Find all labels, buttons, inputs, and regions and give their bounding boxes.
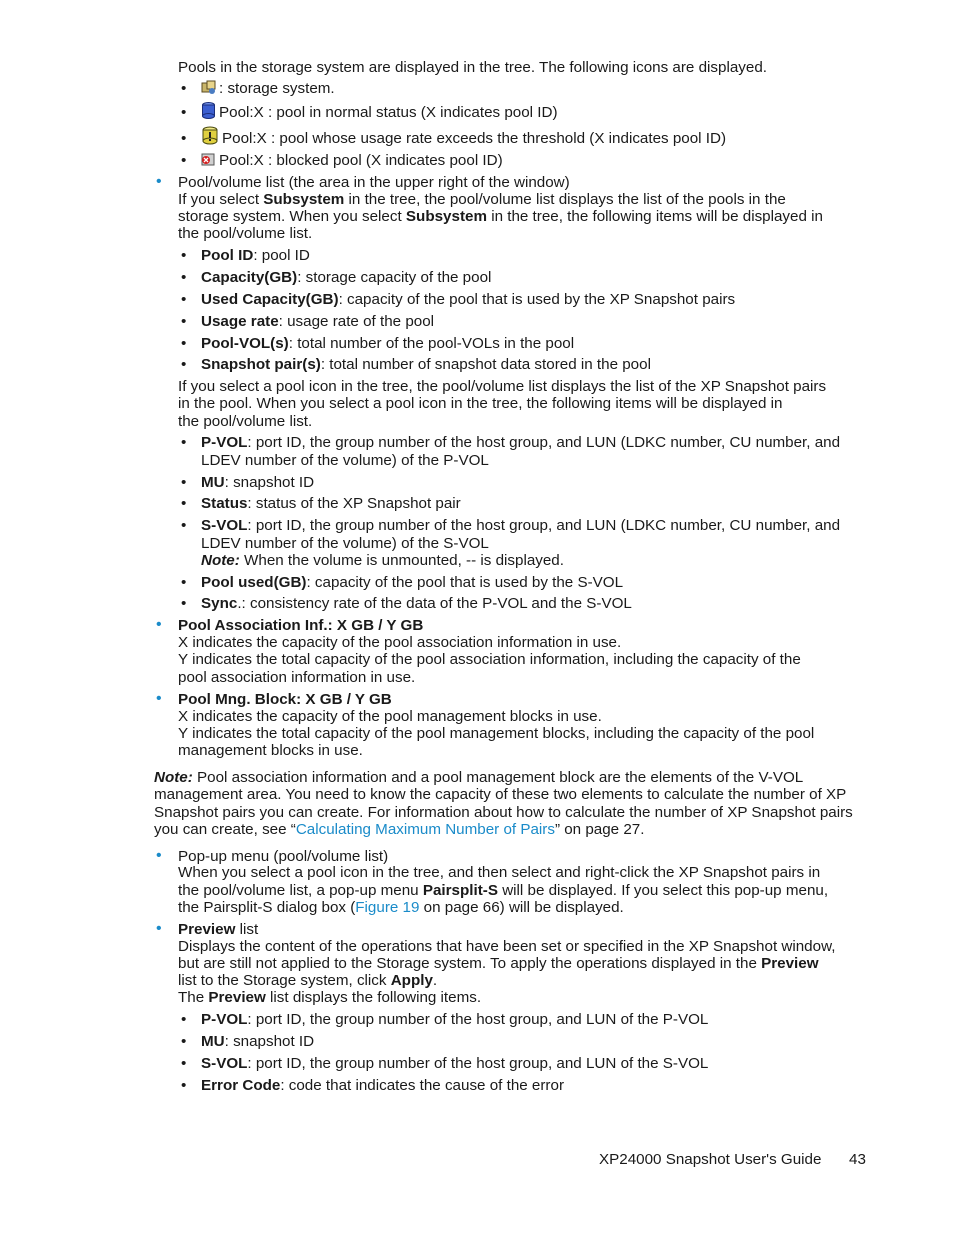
section-title-mng: Pool Mng. Block: X GB / Y GB <box>178 691 392 708</box>
bullet-blue: • <box>156 616 162 633</box>
icon-label: Pool:X : pool whose usage rate exceeds the threshold (X indicates pool ID) <box>222 130 727 147</box>
list-item: S-VOL: port ID, the group number of the host group, and LUN of the S-VOL <box>201 1055 709 1072</box>
list-item: Sync.: consistency rate of the data of the P-VOL and the S-VOL <box>201 595 632 612</box>
note-line: you can create, see “Calculating Maximum Number of Pairs” on page 27. <box>154 821 645 838</box>
bullet: • <box>181 434 187 451</box>
list-item: Pool-VOL(s): total number of the pool-VOLs in the pool <box>201 335 575 352</box>
bullet: • <box>181 130 187 147</box>
icon-label: Pool:X : pool in normal status (X indicates pool ID) <box>219 104 558 121</box>
list-item: Capacity(GB): storage capacity of the pool <box>201 269 492 286</box>
paragraph-line: If you select a pool icon in the tree, the pool/volume list displays the list of the XP Snapshot pairs <box>178 378 827 395</box>
bullet: • <box>181 495 187 512</box>
bullet: • <box>181 356 187 373</box>
note-line: Note: Pool association information and a pool management block are the elements of the V-VOL <box>154 769 804 786</box>
list-item: MU: snapshot ID <box>201 1033 315 1050</box>
calculating-pairs-link[interactable]: Calculating Maximum Number of Pairs <box>295 821 555 838</box>
paragraph-line: the Pairsplit-S dialog box (Figure 19 on page 66) will be displayed. <box>178 899 624 916</box>
pool-blocked-icon <box>201 152 216 167</box>
bullet-blue: • <box>156 690 162 707</box>
icon-item-pool-normal <box>201 102 558 121</box>
bullet: • <box>181 152 187 169</box>
bullet: • <box>181 335 187 352</box>
paragraph-line: The Preview list displays the following items. <box>178 989 482 1006</box>
icon-item-pool-threshold <box>201 126 726 147</box>
paragraph-line: but are still not applied to the Storage system. To apply the operations displayed in the Preview <box>178 955 819 972</box>
list-item: P-VOL: port ID, the group number of the host group, and LUN (LDKC number, CU number, and <box>201 434 841 451</box>
list-item-continuation: LDEV number of the volume) of the P-VOL <box>201 452 489 469</box>
pool-warning-icon <box>201 126 219 145</box>
bullet: • <box>181 574 187 591</box>
paragraph-line: the pool/volume list. <box>178 413 313 430</box>
list-item: MU: snapshot ID <box>201 474 315 491</box>
list-item: Usage rate: usage rate of the pool <box>201 313 435 330</box>
section-title-assoc: Pool Association Inf.: X GB / Y GB <box>178 617 424 634</box>
bullet-blue: • <box>156 920 162 937</box>
paragraph-line: Y indicates the total capacity of the pool management blocks, including the capacity of the pool <box>178 725 815 742</box>
paragraph-line: in the pool. When you select a pool icon in the tree, the following items will be displayed in <box>178 395 783 412</box>
icon-label: Pool:X : blocked pool (X indicates pool ID) <box>219 152 503 169</box>
list-item: Error Code: code that indicates the cause of the error <box>201 1077 564 1094</box>
paragraph-line: Displays the content of the operations that have been set or specified in the XP Snapshot window, <box>178 938 836 955</box>
bullet: • <box>181 1011 187 1028</box>
bullet: • <box>181 517 187 534</box>
icon-label: : storage system. <box>219 80 335 97</box>
list-item-continuation: LDEV number of the volume) of the S-VOL <box>201 535 489 552</box>
bullet: • <box>181 247 187 264</box>
section-title-poolvol: Pool/volume list (the area in the upper right of the window) <box>178 174 570 191</box>
paragraph-line: When you select a pool icon in the tree, and then select and right-click the XP Snapshot pairs in <box>178 864 821 881</box>
section-title-preview: Preview list <box>178 921 259 938</box>
pool-normal-icon <box>201 102 216 119</box>
figure-19-link[interactable]: Figure 19 <box>355 899 420 916</box>
icon-item-pool-blocked <box>201 152 503 169</box>
paragraph-line: If you select Subsystem in the tree, the pool/volume list displays the list of the pools in the <box>178 191 786 208</box>
paragraph-line: the pool/volume list, a pop-up menu Pairsplit-S will be displayed. If you select this pop-up menu, <box>178 882 829 899</box>
note-line: management area. You need to know the capacity of these two elements to calculate the number of XP <box>154 786 847 803</box>
bullet-blue: • <box>156 847 162 864</box>
bullet: • <box>181 1077 187 1094</box>
bullet: • <box>181 313 187 330</box>
paragraph-line: Y indicates the total capacity of the pool association information, including the capacity of the <box>178 651 801 668</box>
paragraph-line: management blocks in use. <box>178 742 363 759</box>
paragraph-line: storage system. When you select Subsystem in the tree, the following items will be displayed in <box>178 208 823 225</box>
inline-note: Note: When the volume is unmounted, -- is displayed. <box>201 552 564 569</box>
list-item: Pool ID: pool ID <box>201 247 310 264</box>
page-number: 43 <box>849 1151 866 1168</box>
footer-title: XP24000 Snapshot User's Guide <box>599 1151 822 1168</box>
bullet-blue: • <box>156 173 162 190</box>
bullet: • <box>181 291 187 308</box>
list-item: Snapshot pair(s): total number of snapshot data stored in the pool <box>201 356 651 373</box>
storage-system-icon <box>201 80 216 95</box>
note-line: Snapshot pairs you can create. For information about how to calculate the number of XP Snapshot pairs <box>154 804 853 821</box>
bullet: • <box>181 104 187 121</box>
icon-item-storage <box>201 80 335 97</box>
paragraph-line: the pool/volume list. <box>178 225 313 242</box>
list-item: Pool used(GB): capacity of the pool that is used by the S-VOL <box>201 574 624 591</box>
list-item: P-VOL: port ID, the group number of the host group, and LUN of the P-VOL <box>201 1011 709 1028</box>
paragraph-line: pool association information in use. <box>178 669 416 686</box>
list-item: S-VOL: port ID, the group number of the host group, and LUN (LDKC number, CU number, and <box>201 517 841 534</box>
bullet: • <box>181 595 187 612</box>
list-item: Status: status of the XP Snapshot pair <box>201 495 461 512</box>
paragraph-line: X indicates the capacity of the pool association information in use. <box>178 634 622 651</box>
bullet: • <box>181 269 187 286</box>
paragraph-line: X indicates the capacity of the pool management blocks in use. <box>178 708 602 725</box>
bullet: • <box>181 1055 187 1072</box>
bullet: • <box>181 474 187 491</box>
section-title-popup: Pop-up menu (pool/volume list) <box>178 848 389 865</box>
bullet: • <box>181 1033 187 1050</box>
bullet: • <box>181 80 187 97</box>
paragraph-line: list to the Storage system, click Apply. <box>178 972 438 989</box>
list-item: Used Capacity(GB): capacity of the pool that is used by the XP Snapshot pairs <box>201 291 736 308</box>
intro-text: Pools in the storage system are displayed in the tree. The following icons are displayed. <box>178 59 767 76</box>
